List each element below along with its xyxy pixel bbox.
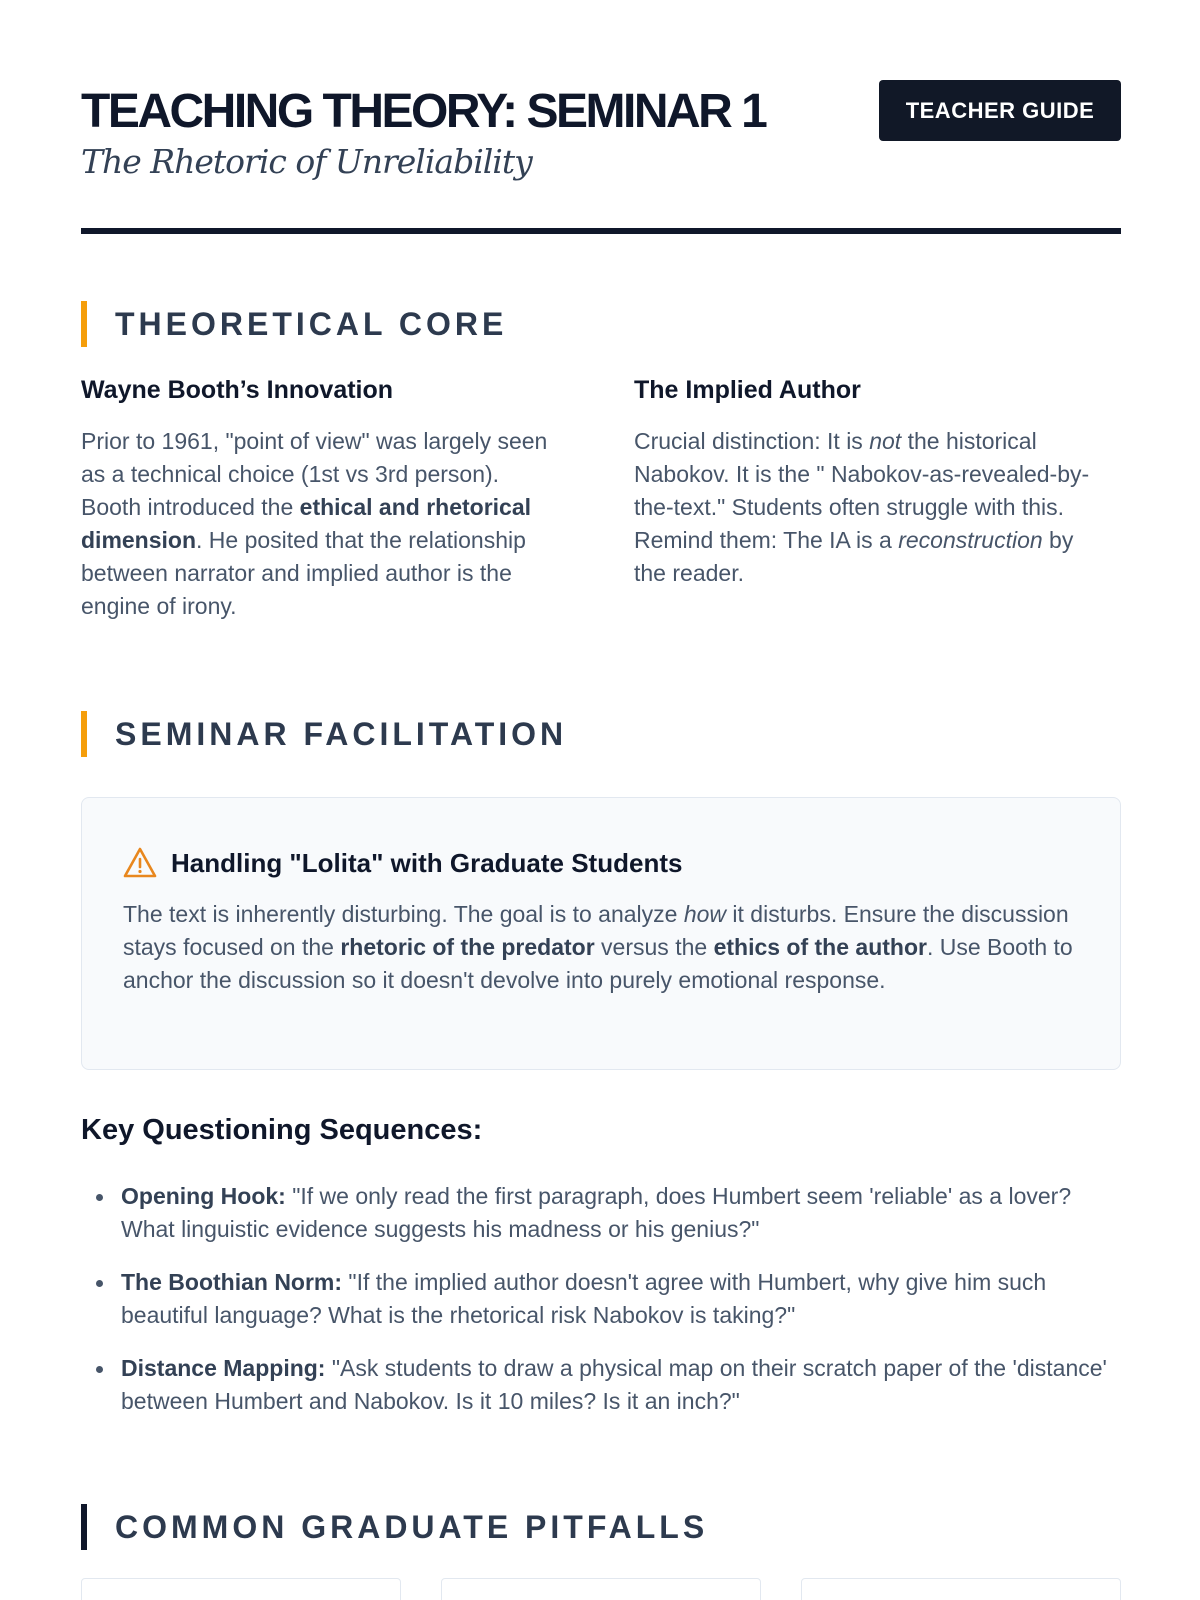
callout-title: Handling "Lolita" with Graduate Students (171, 847, 683, 878)
implied-author-heading: The Implied Author (634, 376, 861, 404)
lolita-callout (81, 797, 1121, 1070)
bullet-icon (96, 1280, 103, 1287)
callout-body (123, 898, 1080, 997)
callout-text: it disturbs. Ensure the discussion stays focused on the (123, 901, 1069, 960)
page-header (81, 80, 1121, 234)
implied-author-column (634, 376, 1104, 590)
list-item (81, 1266, 1121, 1332)
implied-author-text: by the reader. (634, 527, 1074, 586)
section-heading-theoretical-core (81, 301, 507, 347)
pitfall-card (441, 1578, 761, 1600)
callout-header (123, 846, 1080, 880)
page-subtitle: The Rhetoric of Unreliability (81, 142, 532, 181)
callout-text: The text is inherently disturbing. The goal is to analyze (123, 901, 684, 927)
callout-emphasis: how (683, 901, 727, 927)
implied-author-paragraph (634, 425, 1104, 590)
callout-text: versus the (594, 934, 714, 960)
booth-text: . He posited that the relationship between narrator and implied author is the engine of irony. (81, 527, 526, 619)
question-text: "If we only read the first paragraph, does Humbert seem 'reliable' as a lover? What linguistic evidence suggests his madness or his genius?" (121, 1183, 1072, 1242)
section-accent-bar (81, 1504, 87, 1550)
booth-heading: Wayne Booth’s Innovation (81, 376, 394, 404)
implied-author-emphasis: not (869, 428, 902, 454)
questioning-heading: Key Questioning Sequences: (81, 1114, 483, 1146)
list-item (81, 1180, 1121, 1246)
question-label: Opening Hook: (121, 1183, 286, 1209)
booth-paragraph (81, 425, 551, 623)
question-label: The Boothian Norm: (121, 1269, 343, 1295)
section-title: THEORETICAL CORE (115, 305, 508, 342)
section-accent-bar (81, 711, 87, 757)
bullet-icon (96, 1366, 103, 1373)
pitfall-card (81, 1578, 401, 1600)
pitfall-card (801, 1578, 1121, 1600)
section-title: COMMON GRADUATE PITFALLS (115, 1508, 709, 1545)
section-accent-bar (81, 301, 87, 347)
callout-emphasis: ethics of the author (713, 934, 927, 960)
warning-triangle-icon (123, 846, 157, 880)
list-item (81, 1352, 1121, 1418)
implied-author-text: Crucial distinction: It is (634, 428, 870, 454)
implied-author-text: the historical Nabokov. It is the " Nabokov-as-revealed-by-the-text." Students often struggle with this. Remind them: The IA is a (634, 428, 1090, 553)
question-text: "If the implied author doesn't agree with Humbert, why give him such beautiful language? What is the rhetorical risk Nabokov is taking?" (121, 1269, 1047, 1328)
booth-emphasis: ethical and rhetorical dimension (81, 494, 532, 553)
implied-author-emphasis: reconstruction (898, 527, 1043, 553)
page-title: TEACHING THEORY: SEMINAR 1 (81, 85, 766, 138)
callout-text: . Use Booth to anchor the discussion so it doesn't devolve into purely emotional response. (123, 934, 1073, 993)
section-heading-pitfalls (81, 1504, 708, 1550)
section-heading-seminar-facilitation (81, 711, 567, 757)
question-list (81, 1180, 1121, 1438)
bullet-icon (96, 1194, 103, 1201)
question-text: "Ask students to draw a physical map on their scratch paper of the 'distance' between Humbert and Nabokov. Is it 10 miles? Is it an inch?" (121, 1355, 1107, 1414)
teacher-guide-badge: TEACHER GUIDE (879, 80, 1121, 141)
booth-column (81, 376, 551, 623)
question-label: Distance Mapping: (121, 1355, 326, 1381)
section-title: SEMINAR FACILITATION (115, 715, 568, 752)
callout-emphasis: rhetoric of the predator (340, 934, 595, 960)
booth-text: Prior to 1961, "point of view" was largely seen as a technical choice (1st vs 3rd person). Booth introduced the (81, 428, 548, 520)
